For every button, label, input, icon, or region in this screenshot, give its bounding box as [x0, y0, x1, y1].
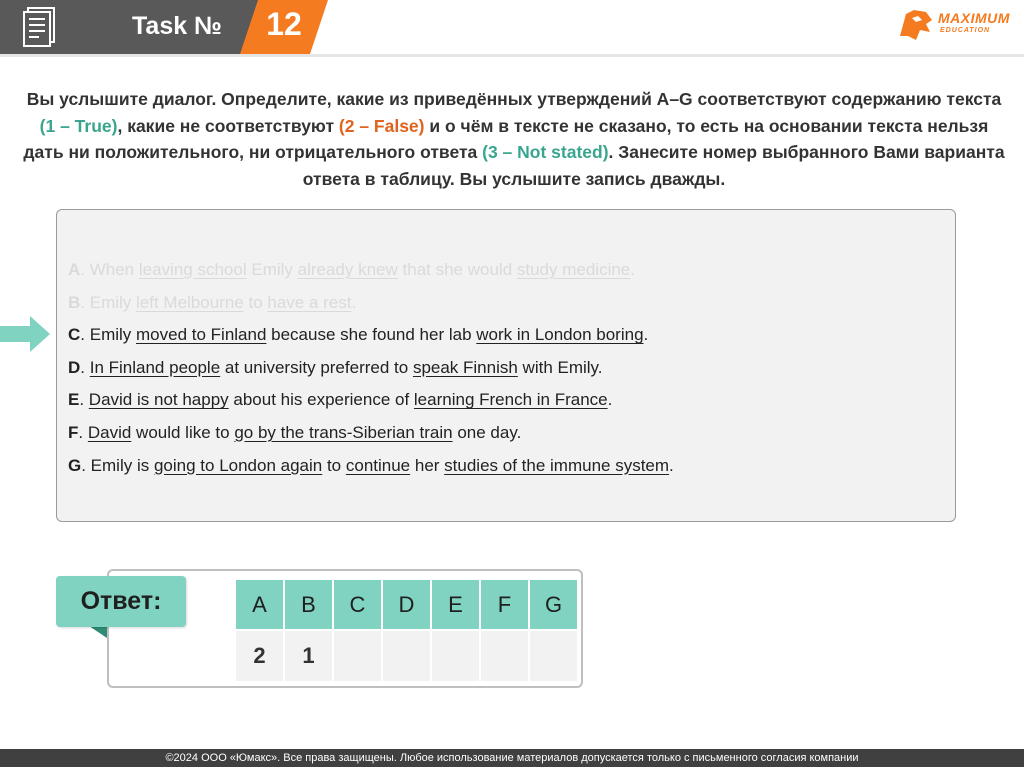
statement-text: to — [243, 292, 268, 312]
task-label: Task № — [132, 12, 222, 40]
statement-keyphrase: have a rest — [267, 292, 352, 312]
statement-text: . — [78, 422, 88, 442]
statement-keyphrase: go by the trans-Siberian train — [234, 422, 453, 442]
answer-cell-a[interactable]: 2 — [236, 631, 283, 681]
statement-c — [68, 321, 928, 354]
answer-header-g: G — [530, 580, 577, 629]
answer-header-d: D — [383, 580, 430, 629]
statement-keyphrase: left Melbourne — [136, 292, 244, 312]
statement-text: Emily — [246, 260, 298, 279]
instructions-text-2: , какие не соответствуют — [117, 115, 335, 136]
statement-text: . Emily — [80, 325, 137, 345]
statement-keyphrase: work in London boring — [476, 325, 644, 345]
statement-letter: E — [68, 390, 80, 410]
statement-text: her — [410, 455, 445, 475]
statement-keyphrase: continue — [345, 455, 411, 475]
answer-header-a: A — [236, 580, 283, 629]
task-instructions — [22, 86, 1006, 192]
statement-text: about his experience of — [228, 390, 414, 410]
instructions-text-4: . Занесите номер выбранного Вами варианта ответа в таблицу. Вы услышите запись дважды. — [302, 142, 1005, 189]
statement-text: would like to — [131, 422, 235, 442]
statement-text: because she found her lab — [266, 325, 477, 345]
statement-letter: C — [68, 325, 81, 345]
statement-keyphrase: In Finland people — [89, 357, 221, 377]
statement-text: . — [643, 325, 649, 345]
statement-e — [68, 386, 928, 419]
answer-header-f: F — [481, 580, 528, 629]
logo-name: MAXIMUM — [938, 10, 1010, 26]
answer-cell-b[interactable]: 1 — [285, 631, 332, 681]
statement-letter: B — [68, 292, 81, 312]
statement-text: . — [80, 357, 90, 377]
statement-keyphrase: going to London again — [153, 455, 323, 475]
statement-a — [68, 256, 928, 289]
instructions-text-1: Вы услышите диалог. Определите, какие из приведённых утверждений А–G соответствуют содержанию текста — [26, 89, 1002, 109]
statement-b — [68, 289, 928, 322]
true-label: (1 – True) — [39, 115, 118, 136]
statement-text: . Emily — [80, 292, 137, 312]
statement-text: with Emily. — [517, 357, 603, 377]
statement-text: . When — [80, 260, 139, 279]
statement-text: to — [322, 455, 346, 475]
statement-keyphrase: studies of the immune system — [444, 455, 670, 475]
instructions-text-3: и о чём в тексте не сказано, то есть на основании текста нельзя дать ни положительного, ни отрицательного ответа — [23, 115, 989, 162]
statement-keyphrase: learning French in France — [413, 390, 608, 410]
statement-text: . Emily is — [81, 455, 154, 475]
logo-sub: EDUCATION — [940, 27, 991, 34]
header-divider — [0, 54, 1024, 57]
answer-cell-f[interactable] — [481, 631, 528, 681]
statement-text: . — [79, 390, 89, 410]
statement-text: . — [630, 260, 635, 279]
answer-cell-g[interactable] — [530, 631, 577, 681]
statement-f — [68, 419, 928, 452]
statement-text: . — [669, 455, 674, 475]
footer-copyright: ©2024 ООО «Юмакс». Все права защищены. Любое использование материалов допускается только с письменного согласия компании — [0, 749, 1024, 767]
statement-g — [68, 452, 928, 485]
statement-text: that she would — [397, 260, 517, 279]
answer-cell-c[interactable] — [334, 631, 381, 681]
false-label: (2 – False) — [338, 115, 425, 136]
statement-letter: F — [68, 422, 79, 442]
answer-label: Ответ: — [56, 576, 186, 627]
answer-header-e: E — [432, 580, 479, 629]
statement-keyphrase: David is not happy — [88, 390, 229, 410]
statement-keyphrase: David — [87, 422, 132, 442]
statement-letter: A — [68, 260, 81, 279]
statement-letter: G — [68, 455, 82, 475]
answer-cell-d[interactable] — [383, 631, 430, 681]
arrow-right-icon — [0, 316, 52, 352]
not-stated-label: (3 – Not stated) — [482, 142, 609, 162]
statement-d — [68, 354, 928, 387]
header — [0, 0, 1024, 62]
statements-list — [68, 256, 928, 484]
statement-text: one day. — [452, 422, 522, 442]
answer-table-header-row — [236, 580, 577, 629]
answer-table — [234, 578, 579, 683]
statement-keyphrase: study medicine — [516, 260, 631, 279]
statement-keyphrase: leaving school — [138, 260, 247, 279]
statement-keyphrase: moved to Finland — [136, 325, 267, 345]
answer-cell-e[interactable] — [432, 631, 479, 681]
answer-table-values-row — [236, 631, 577, 681]
statement-text: at university preferred to — [220, 357, 413, 377]
statement-letter: D — [68, 357, 81, 377]
statement-keyphrase: already knew — [297, 260, 398, 279]
statement-keyphrase: speak Finnish — [412, 357, 518, 377]
answer-header-b: B — [285, 580, 332, 629]
statement-text: . — [351, 292, 357, 312]
statement-text: . — [607, 390, 613, 410]
document-icon — [14, 6, 64, 48]
answer-header-c: C — [334, 580, 381, 629]
task-number: 12 — [266, 6, 302, 42]
